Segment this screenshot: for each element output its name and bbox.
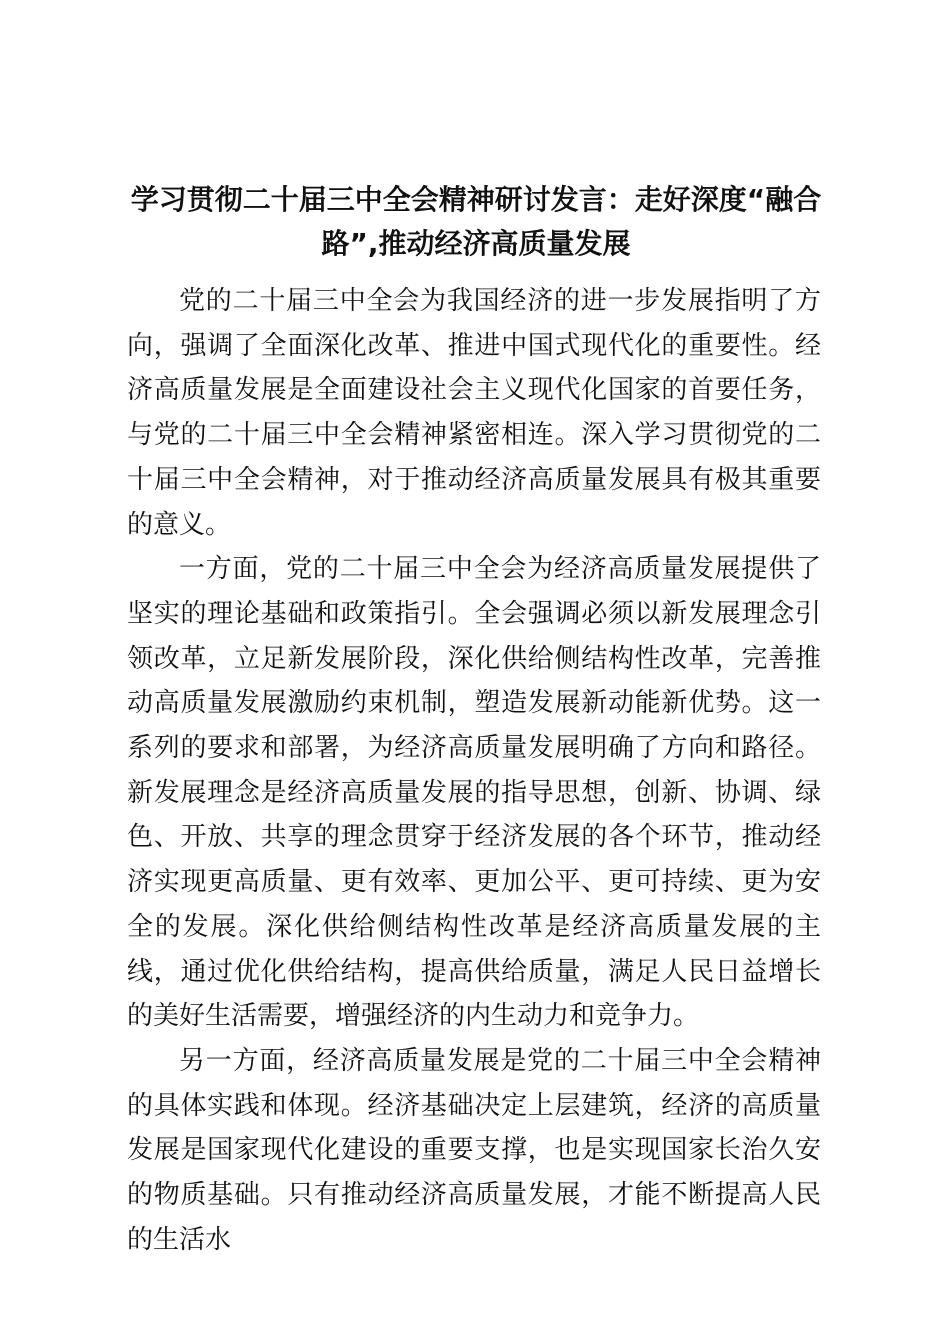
document-title: 学习贯彻二十届三中全会精神研讨发言：走好深度“融合路”,推动经济高质量发展 [130, 183, 822, 260]
paragraph-2: 一方面，党的二十届三中全会为经济高质量发展提供了坚实的理论基础和政策指引。全会强调必须以新发展理念引领改革，立足新发展阶段，深化供给侧结构性改革，完善推动高质量发展激励约束机制，塑造发展新动能新优势。这一系列的要求和部署，为经济高质量发展明确了方向和路径。新发展理念是经济高质量发展的指导思想，创新、协调、绿色、开放、共享的理念贯穿于经济发展的各个环节，推动经济实现更高质量、更有效率、更加公平、更可持续、更为安全的发展。深化供给侧结构性改革是经济高质量发展的主线，通过优化供给结构，提高供给质量，满足人民日益增长的美好生活需要，增强经济的内生动力和竞争力。 [127, 554, 821, 1032]
document-body [127, 279, 821, 1262]
paragraph-1: 党的二十届三中全会为我国经济的进一步发展指明了方向，强调了全面深化改革、推进中国式现代化的重要性。经济高质量发展是全面建设社会主义现代化国家的首要任务，与党的二十届三中全会精神紧密相连。深入学习贯彻党的二十届三中全会精神，对于推动经济高质量发展具有极其重要的意义。 [127, 286, 821, 540]
paragraph-3: 另一方面，经济高质量发展是党的二十届三中全会精神的具体实践和体现。经济基础决定上层建筑，经济的高质量发展是国家现代化建设的重要支撑，也是实现国家长治久安的物质基础。只有推动经济高质量发展，才能不断提高人民的生活水 [127, 1045, 821, 1255]
